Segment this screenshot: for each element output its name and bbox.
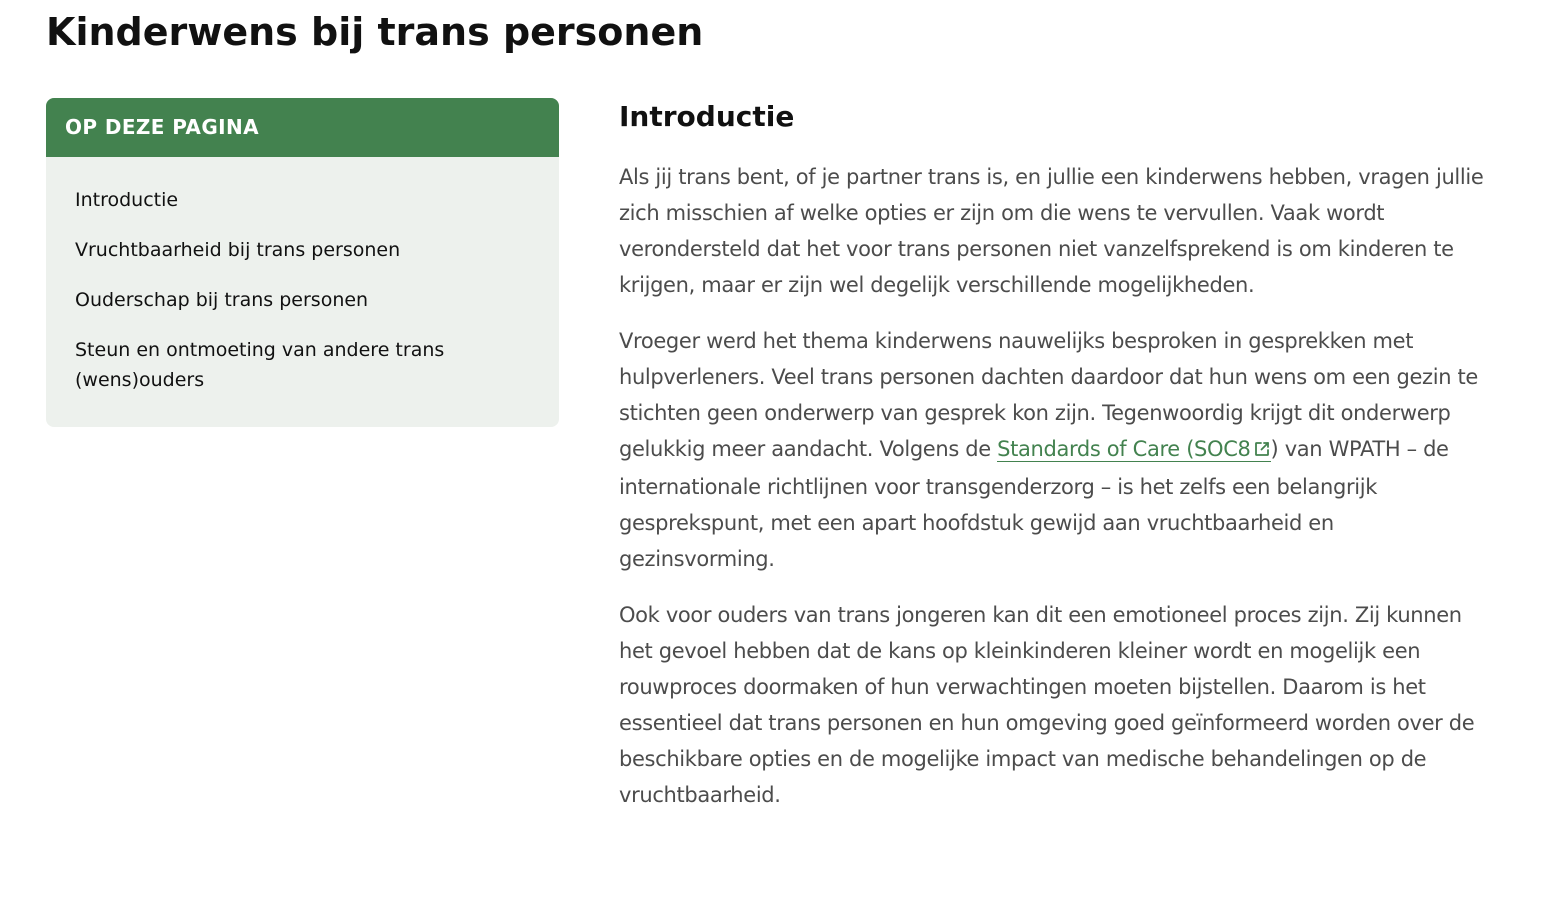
paragraph-2-text-before: Vroeger werd het thema kinderwens nauwelijks besproken in gesprekken met hulpverleners. Veel trans personen dachten daardoor dat hun wens om een gezin te stichten geen onderwerp van gesprek kon zijn. Tegenwoordig krijgt dit onderwerp gelukkig meer aandacht. Volgens de [619, 329, 1478, 461]
page-title: Kinderwens bij trans personen [46, 10, 704, 54]
paragraph-2 [619, 323, 1489, 577]
toc-item-steun-en-ontmoeting[interactable]: Steun en ontmoeting van andere trans (wens)ouders [75, 339, 445, 391]
soc8-link-label: Standards of Care (SOC8 [997, 437, 1251, 461]
section-heading-introductie: Introductie [619, 100, 795, 133]
table-of-contents [46, 98, 559, 427]
external-link-icon [1253, 433, 1271, 469]
toc-item-vruchtbaarheid[interactable]: Vruchtbaarheid bij trans personen [75, 239, 401, 261]
toc-item-introductie[interactable]: Introductie [75, 189, 179, 211]
paragraph-2-text-after: ) van WPATH – de internationale richtlijnen voor transgenderzorg – is het zelfs een belangrijk gesprekspunt, met een apart hoofdstuk gewijd aan vruchtbaarheid en gezinsvorming. [619, 437, 1449, 571]
toc-item-ouderschap[interactable]: Ouderschap bij trans personen [75, 289, 369, 311]
main-content [619, 96, 1489, 833]
toc-header: OP DEZE PAGINA [46, 98, 559, 157]
toc-list [46, 157, 559, 395]
soc8-external-link[interactable] [997, 437, 1270, 462]
paragraph-3: Ook voor ouders van trans jongeren kan dit een emotioneel proces zijn. Zij kunnen het gevoel hebben dat de kans op kleinkinderen kleiner wordt en mogelijk een rouwproces doormaken of hun verwachtingen moeten bijstellen. Daarom is het essentieel dat trans personen en hun omgeving goed geïnformeerd worden over de beschikbare opties en de mogelijke impact van medische behandelingen op de vruchtbaarheid. [619, 603, 1475, 807]
paragraph-1: Als jij trans bent, of je partner trans is, en jullie een kinderwens hebben, vragen jullie zich misschien af welke opties er zijn om die wens te vervullen. Vaak wordt verondersteld dat het voor trans personen niet vanzelfsprekend is om kinderen te krijgen, maar er zijn wel degelijk verschillende mogelijkheden. [619, 165, 1484, 297]
